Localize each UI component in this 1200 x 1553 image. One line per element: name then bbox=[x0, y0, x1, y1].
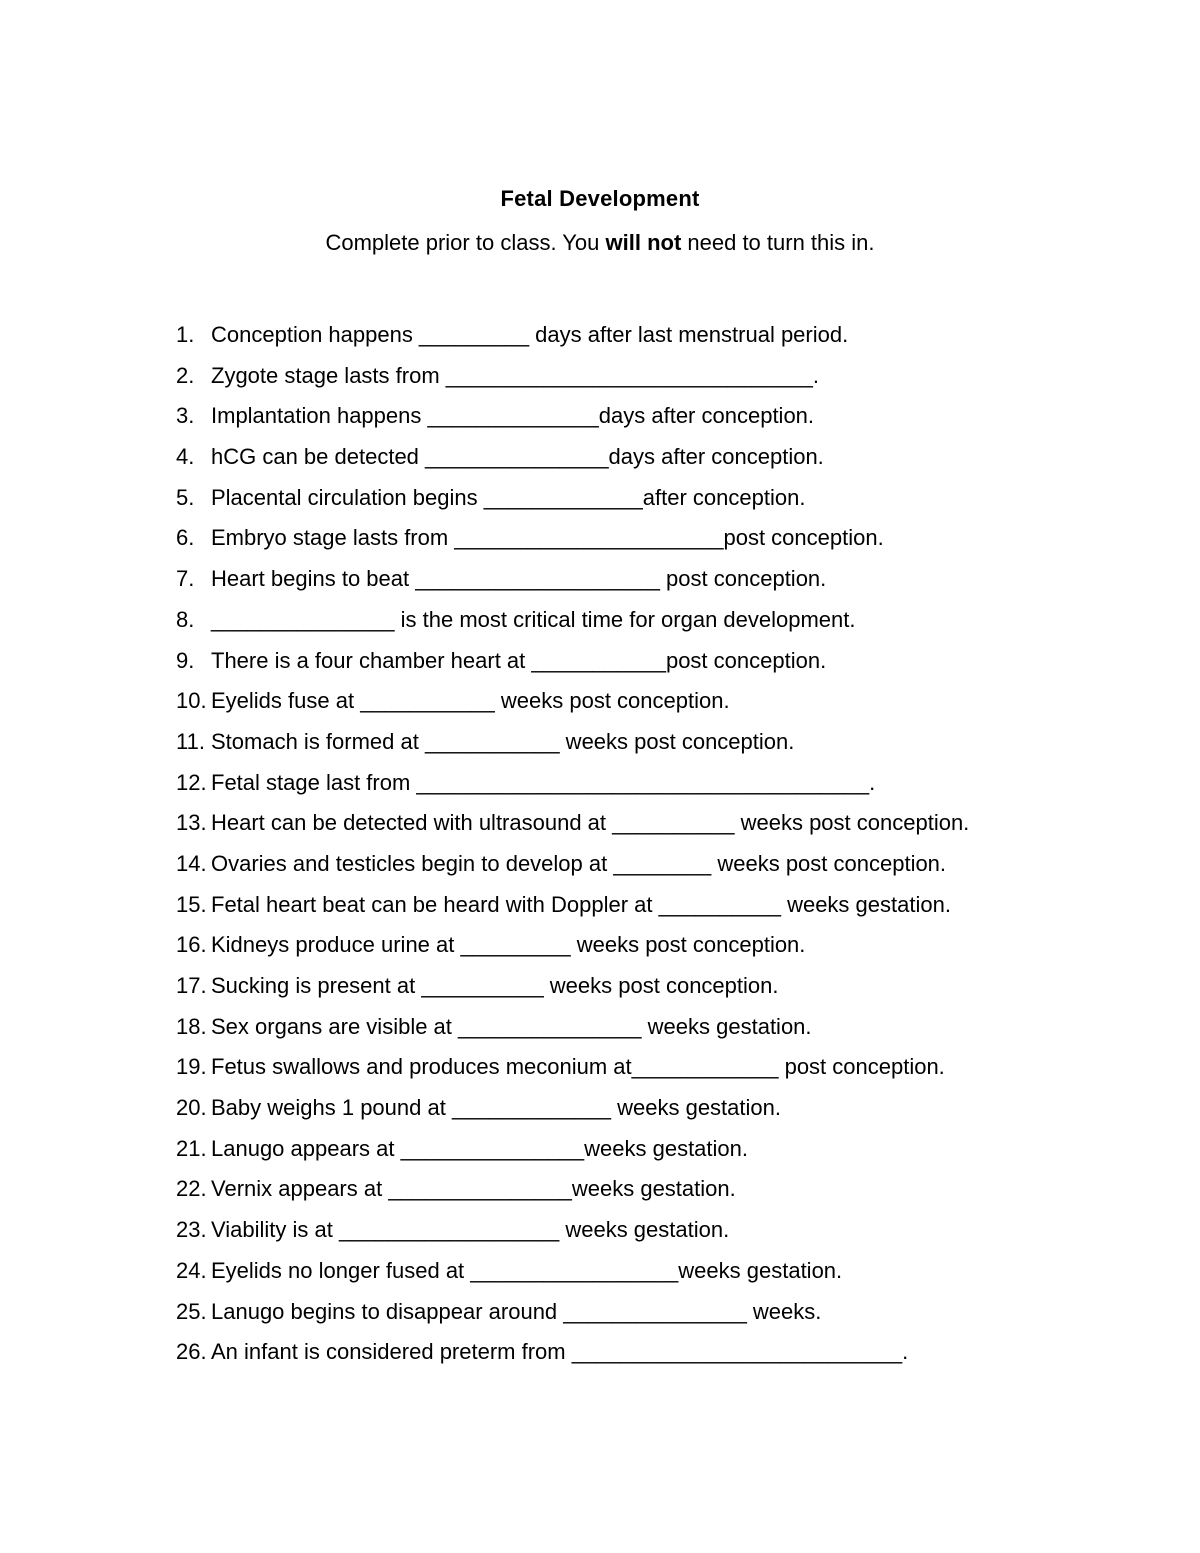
question-item bbox=[176, 604, 1076, 645]
question-number: 13. bbox=[176, 810, 207, 836]
question-number: 4. bbox=[176, 444, 195, 470]
question-text: There is a four chamber heart at ___________post conception. bbox=[211, 647, 827, 673]
question-number: 19. bbox=[176, 1054, 207, 1080]
question-text: hCG can be detected _______________days after conception. bbox=[211, 444, 824, 470]
question-item bbox=[176, 929, 1076, 970]
question-text: Fetal stage last from _____________________________________. bbox=[211, 769, 876, 795]
question-number: 5. bbox=[176, 484, 195, 510]
question-text: Heart begins to beat ____________________ post conception. bbox=[211, 566, 827, 592]
question-number: 20. bbox=[176, 1095, 207, 1121]
question-text: Embryo stage lasts from ______________________post conception. bbox=[211, 525, 884, 551]
question-number: 7. bbox=[176, 566, 195, 592]
question-item bbox=[176, 319, 1076, 360]
page-title: Fetal Development bbox=[500, 186, 700, 211]
question-number: 15. bbox=[176, 891, 207, 917]
question-item bbox=[176, 685, 1076, 726]
question-item bbox=[176, 441, 1076, 482]
question-item bbox=[176, 726, 1076, 767]
question-number: 26. bbox=[176, 1339, 207, 1365]
question-item bbox=[176, 1214, 1076, 1255]
question-item bbox=[176, 1173, 1076, 1214]
subtitle-text-after: need to turn this in. bbox=[681, 230, 875, 255]
question-item bbox=[176, 1011, 1076, 1052]
question-number: 21. bbox=[176, 1135, 207, 1161]
question-number: 8. bbox=[176, 606, 195, 632]
question-number: 23. bbox=[176, 1217, 207, 1243]
question-item bbox=[176, 645, 1076, 686]
question-text: Stomach is formed at ___________ weeks post conception. bbox=[211, 728, 795, 754]
question-item bbox=[176, 1255, 1076, 1296]
question-text: Baby weighs 1 pound at _____________ weeks gestation. bbox=[211, 1095, 781, 1121]
question-item bbox=[176, 563, 1076, 604]
question-number: 6. bbox=[176, 525, 195, 551]
question-item bbox=[176, 360, 1076, 401]
question-number: 17. bbox=[176, 973, 207, 998]
question-number: 22. bbox=[176, 1176, 207, 1202]
question-item bbox=[176, 848, 1076, 889]
question-text: Heart can be detected with ultrasound at __________ weeks post conception. bbox=[211, 810, 970, 836]
question-number: 12. bbox=[176, 769, 207, 795]
question-item bbox=[176, 1296, 1076, 1337]
question-text: _______________ is the most critical time for organ development. bbox=[211, 606, 856, 632]
question-text: Sex organs are visible at _______________ weeks gestation. bbox=[211, 1013, 812, 1039]
question-number: 3. bbox=[176, 403, 195, 429]
question-text: Zygote stage lasts from ______________________________. bbox=[211, 362, 819, 388]
question-text: Vernix appears at _______________weeks gestation. bbox=[211, 1176, 736, 1202]
question-number: 24. bbox=[176, 1257, 207, 1283]
question-number: 1. bbox=[176, 322, 195, 347]
question-text: Eyelids fuse at ___________ weeks post conception. bbox=[211, 688, 730, 714]
question-text: Lanugo appears at _______________weeks gestation. bbox=[211, 1135, 749, 1161]
question-text: Conception happens _________ days after last menstrual period. bbox=[211, 322, 849, 347]
question-item bbox=[176, 482, 1076, 523]
question-text: Sucking is present at __________ weeks post conception. bbox=[211, 973, 779, 998]
question-text: Lanugo begins to disappear around _______________ weeks. bbox=[211, 1298, 822, 1324]
question-item bbox=[176, 767, 1076, 808]
question-text: Fetus swallows and produces meconium at____________ post conception. bbox=[211, 1054, 945, 1080]
question-item bbox=[176, 970, 1076, 1011]
question-item bbox=[176, 1051, 1076, 1092]
subtitle-text-bold: will not bbox=[605, 230, 682, 255]
question-number: 10. bbox=[176, 688, 207, 714]
question-number: 18. bbox=[176, 1013, 207, 1039]
question-text: Implantation happens ______________days after conception. bbox=[211, 403, 815, 429]
question-item bbox=[176, 1133, 1076, 1174]
question-item bbox=[176, 889, 1076, 930]
question-text: Ovaries and testicles begin to develop at ________ weeks post conception. bbox=[211, 850, 947, 876]
question-text: Viability is at __________________ weeks gestation. bbox=[211, 1217, 730, 1243]
question-item bbox=[176, 1092, 1076, 1133]
question-number: 2. bbox=[176, 362, 195, 388]
question-number: 25. bbox=[176, 1298, 207, 1324]
question-item bbox=[176, 1336, 1076, 1377]
question-item bbox=[176, 522, 1076, 563]
question-number: 16. bbox=[176, 932, 207, 958]
question-item bbox=[176, 807, 1076, 848]
question-item bbox=[176, 400, 1076, 441]
question-list bbox=[176, 319, 1076, 1377]
question-number: 11. bbox=[176, 728, 205, 754]
question-text: Placental circulation begins _____________after conception. bbox=[211, 484, 806, 510]
question-text: Kidneys produce urine at _________ weeks post conception. bbox=[211, 932, 806, 958]
question-text: Fetal heart beat can be heard with Doppler at __________ weeks gestation. bbox=[211, 891, 951, 917]
question-number: 9. bbox=[176, 647, 195, 673]
subtitle-text-before: Complete prior to class. You bbox=[325, 230, 606, 255]
question-text: Eyelids no longer fused at _________________weeks gestation. bbox=[211, 1257, 843, 1283]
page-subtitle bbox=[0, 230, 1200, 256]
question-number: 14. bbox=[176, 850, 207, 876]
question-text: An infant is considered preterm from ___________________________. bbox=[211, 1339, 909, 1365]
